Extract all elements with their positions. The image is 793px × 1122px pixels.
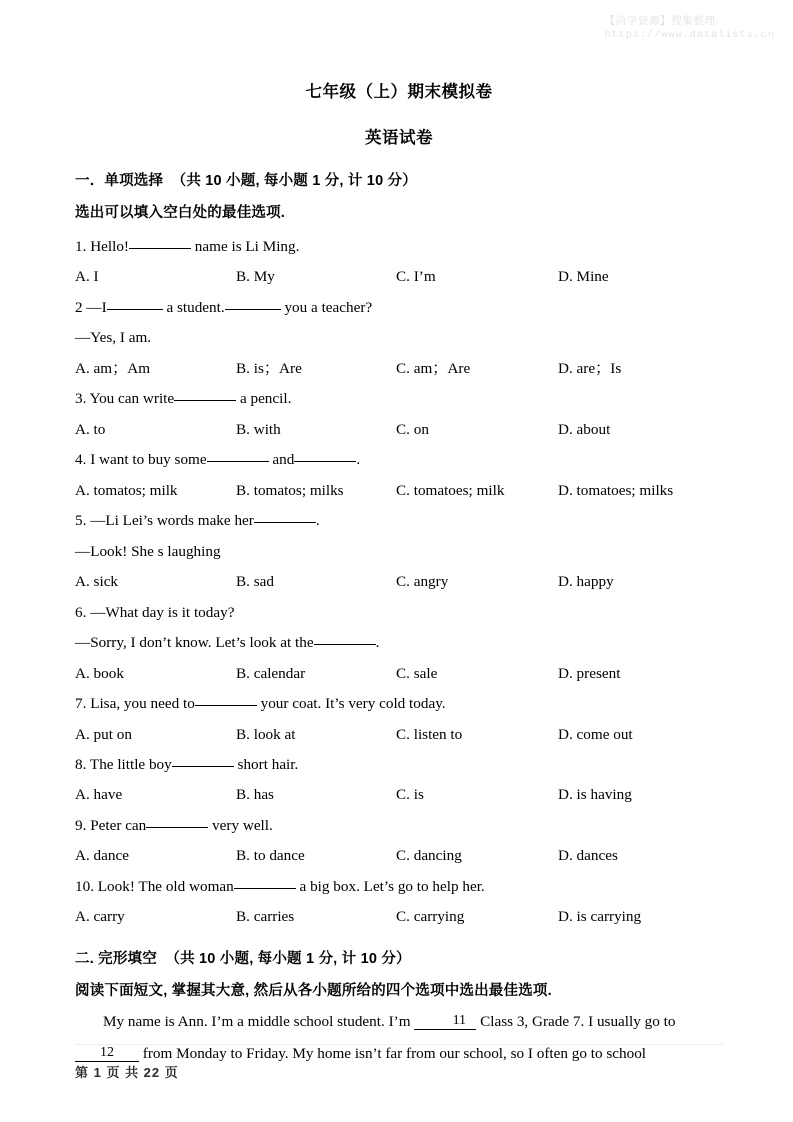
question-stem (75, 238, 723, 255)
questions-container (75, 238, 723, 926)
answer-blank[interactable] (129, 248, 191, 249)
question-stem-text: short hair. (233, 755, 299, 773)
answer-blank[interactable] (234, 888, 296, 889)
question-stem-text: name is Li Ming. (191, 238, 300, 255)
answer-option[interactable]: A. am；Am (75, 359, 151, 377)
answer-option[interactable]: D. come out (558, 725, 633, 743)
answer-blank[interactable] (146, 827, 208, 828)
option-row (75, 726, 723, 743)
answer-option[interactable]: C. angry (396, 573, 449, 591)
answer-option[interactable]: A. to (75, 420, 106, 438)
option-row (75, 573, 723, 590)
answer-option[interactable]: C. listen to (396, 725, 463, 743)
answer-option[interactable]: B. sad (236, 573, 274, 591)
option-row (75, 482, 723, 499)
question-stem (75, 817, 723, 834)
answer-option[interactable]: B. has (236, 786, 274, 804)
answer-option[interactable]: D. tomatoes; milks (558, 481, 674, 499)
question-stem-text: 5. —Li Lei’s words make her (75, 512, 254, 530)
question-stem-text: 3. You can write (75, 390, 175, 408)
answer-option[interactable]: B. calendar (236, 664, 306, 682)
section-two-heading: 二. 完形填空 （共 10 小题, 每小题 1 分, 计 10 分） (75, 950, 411, 967)
answer-blank[interactable] (225, 309, 281, 310)
option-row (75, 268, 723, 285)
section-two-instruction: 阅读下面短文, 掌握其大意, 然后从各小题所给的四个选项中选出最佳选项. (75, 982, 552, 999)
answer-option[interactable]: B. is；Are (236, 359, 302, 377)
answer-blank[interactable] (294, 461, 356, 462)
watermark-url: https://www.datalists.cn (604, 30, 775, 42)
question-stem-text: 8. The little boy (75, 755, 172, 773)
question-stem-text: 2 —I (75, 298, 107, 316)
question-stem-text: 10. Look! The old woman (75, 877, 234, 895)
question-stem (75, 512, 723, 529)
answer-option[interactable]: D. happy (558, 573, 614, 591)
passage-text-1b: Class 3, Grade 7. I usually go to (476, 1012, 676, 1030)
option-row (75, 847, 723, 864)
question-stem-text: a pencil. (236, 390, 292, 408)
question-stem-text: your coat. It’s very cold today. (256, 695, 446, 713)
question-stem-text: 9. Peter can (75, 816, 147, 834)
answer-option[interactable]: D. Mine (558, 268, 609, 286)
document-content (75, 0, 723, 1064)
answer-blank[interactable] (174, 400, 236, 401)
question-stem-text: 1. Hello! (75, 238, 129, 255)
answer-option[interactable]: D. dances (558, 847, 618, 865)
answer-blank[interactable] (207, 461, 269, 462)
question-stem-text: 6. —What day is it today? (75, 603, 235, 621)
question-stem-text: 4. I want to buy some (75, 451, 207, 469)
page-subtitle: 英语试卷 (365, 129, 433, 147)
answer-option[interactable]: A. dance (75, 847, 129, 865)
question-stem (75, 451, 723, 468)
answer-option[interactable]: C. carrying (396, 908, 465, 926)
section-one-instruction: 选出可以填入空白处的最佳选项. (75, 205, 286, 221)
answer-option[interactable]: B. with (236, 420, 281, 438)
question-stem-text: and (268, 451, 295, 469)
footer-divider (75, 1044, 723, 1045)
cloze-blank-12[interactable]: 12 (75, 1045, 139, 1062)
answer-option[interactable]: A. sick (75, 573, 119, 591)
question-stem (75, 756, 723, 773)
answer-option[interactable]: A. I (75, 268, 99, 286)
answer-blank[interactable] (254, 522, 316, 523)
option-row (75, 665, 723, 682)
answer-option[interactable]: C. sale (396, 664, 438, 682)
question-stem-text: . (315, 512, 320, 530)
answer-option[interactable]: A. put on (75, 725, 132, 743)
question-stem-text: 7. Lisa, you need to (75, 695, 195, 713)
answer-option[interactable]: D. is carrying (558, 908, 642, 926)
page-footer: 第 1 页 共 22 页 (75, 1065, 179, 1080)
answer-option[interactable]: A. book (75, 664, 124, 682)
question-stem (75, 695, 723, 712)
answer-option[interactable]: D. are；Is (558, 359, 622, 377)
question-stem (75, 299, 723, 316)
option-row (75, 786, 723, 803)
answer-option[interactable]: C. am；Are (396, 359, 471, 377)
question-stem-text: a big box. Let’s go to help her. (295, 877, 485, 895)
question-stem-continuation: —Yes, I am. (75, 329, 152, 347)
question-stem-text: . (356, 451, 361, 469)
answer-option[interactable]: B. carries (236, 908, 295, 926)
answer-option[interactable]: B. tomatos; milks (236, 481, 344, 499)
answer-option[interactable]: A. have (75, 786, 123, 804)
question-stem (75, 878, 723, 895)
question-stem (75, 390, 723, 407)
answer-option[interactable]: C. on (396, 420, 429, 438)
cloze-passage-line-1 (75, 1013, 723, 1032)
answer-option[interactable]: D. about (558, 420, 611, 438)
answer-option[interactable]: D. present (558, 664, 621, 682)
answer-option[interactable]: B. look at (236, 725, 296, 743)
question-stem-text: very well. (208, 816, 273, 834)
answer-blank[interactable] (314, 644, 376, 645)
answer-option[interactable]: C. is (396, 786, 424, 804)
question-stem-text: a student. (162, 298, 225, 316)
answer-blank[interactable] (172, 766, 234, 767)
answer-blank[interactable] (107, 309, 163, 310)
answer-option[interactable]: C. tomatoes; milk (396, 481, 505, 499)
answer-option[interactable]: C. I’m (396, 268, 436, 286)
section-one-heading: 一．单项选择 （共 10 小题, 每小题 1 分, 计 10 分） (75, 173, 417, 189)
question-stem (75, 604, 723, 621)
answer-option[interactable]: A. tomatos; milk (75, 481, 178, 499)
passage-text-1a: My name is Ann. I’m a middle school student. I’m (103, 1012, 415, 1030)
option-row (75, 421, 723, 438)
option-row (75, 360, 723, 377)
passage-text-2b: from Monday to Friday. My home isn’t far from our school, so I often go to school (139, 1044, 647, 1062)
answer-option[interactable]: D. is having (558, 786, 632, 804)
option-row (75, 908, 723, 925)
answer-blank[interactable] (195, 705, 257, 706)
answer-option[interactable]: C. dancing (396, 847, 462, 865)
question-stem-text: . (375, 634, 380, 652)
cloze-blank-11[interactable]: 11 (414, 1013, 476, 1030)
page-title: 七年级（上）期末模拟卷 (305, 83, 493, 101)
answer-option[interactable]: B. My (236, 268, 275, 286)
answer-option[interactable]: A. carry (75, 908, 125, 926)
watermark-source-text: 【尚学资源】搜集整理: (604, 15, 720, 27)
answer-option[interactable]: B. to dance (236, 847, 305, 865)
question-stem-continuation (75, 634, 723, 651)
question-stem-text: you a teacher? (280, 298, 373, 316)
question-stem-continuation: —Look! She s laughing (75, 542, 221, 560)
question-stem-text: —Sorry, I don’t know. Let’s look at the (75, 634, 314, 652)
